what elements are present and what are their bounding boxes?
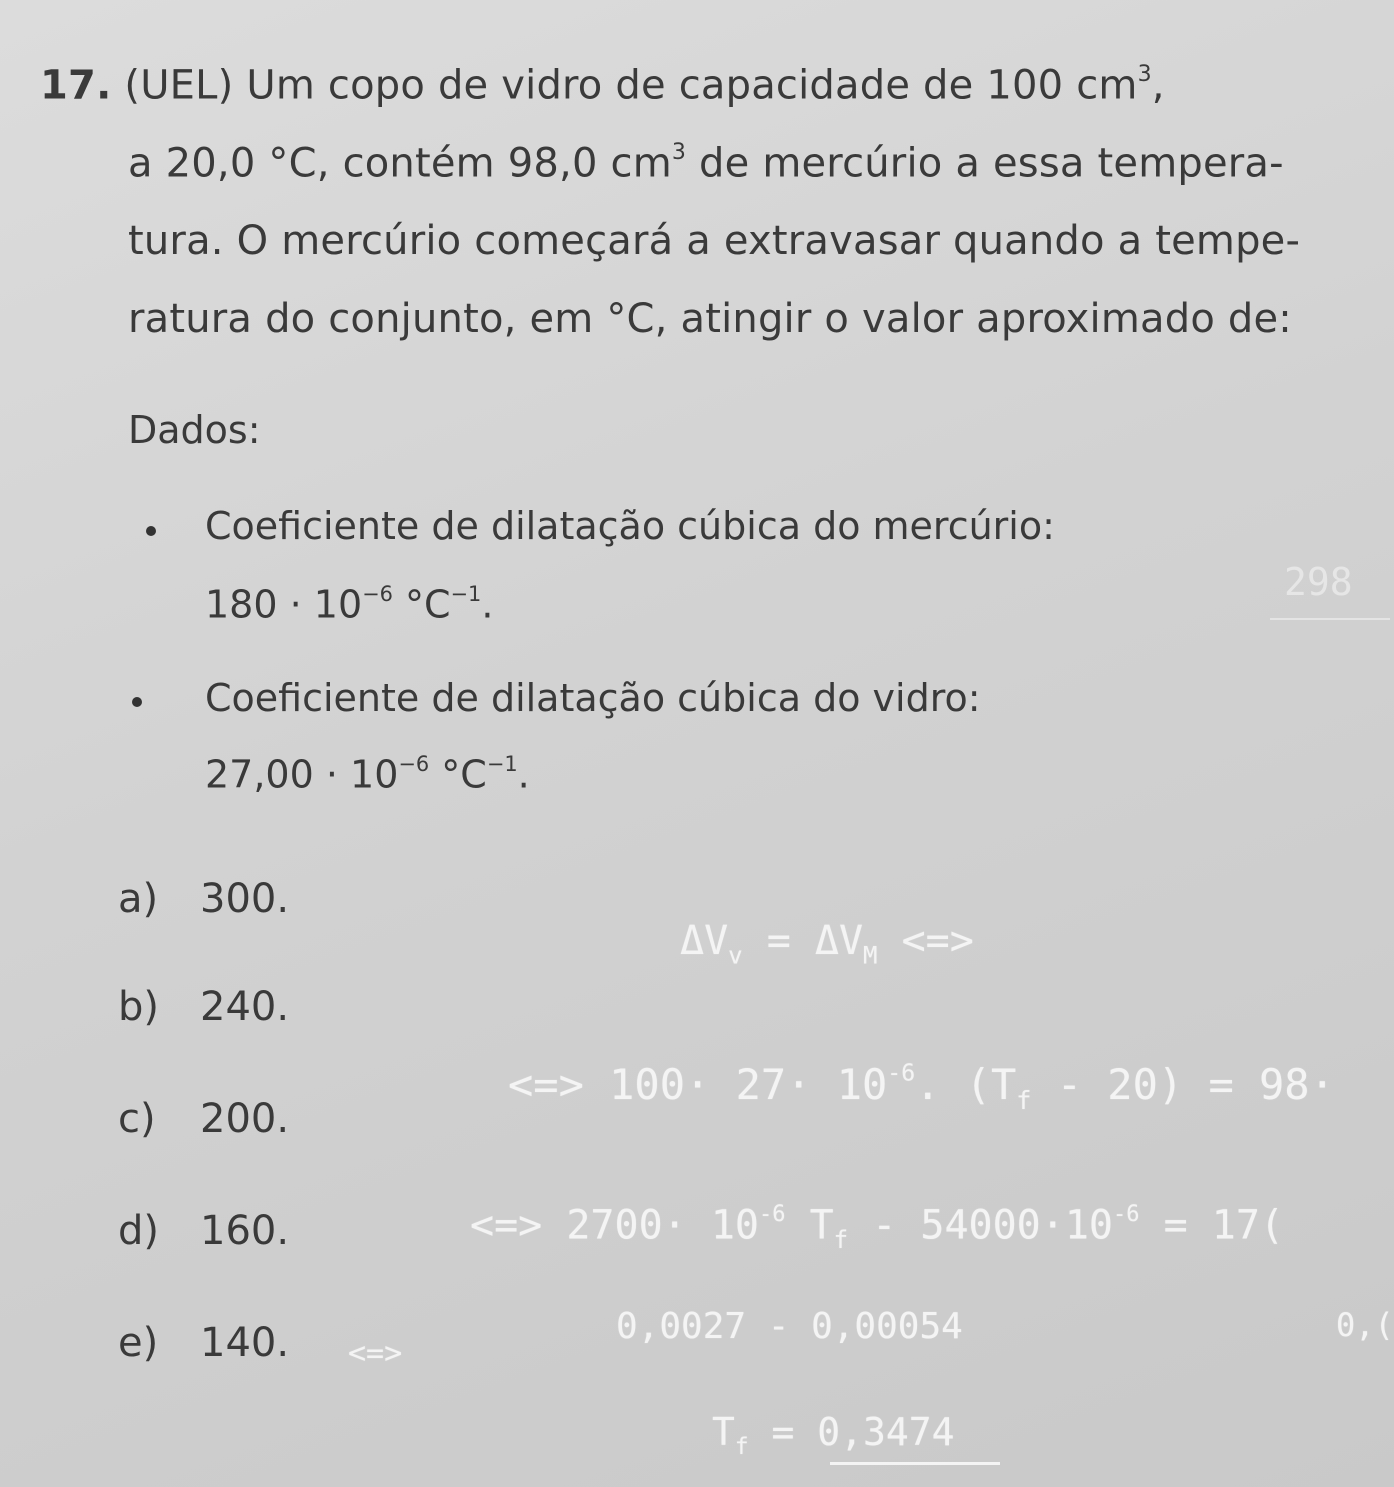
hw-text: 0,0027 — [616, 1306, 747, 1347]
handwritten-line-3 — [470, 1202, 1284, 1254]
glass-value-exp: −6 — [398, 752, 430, 776]
handwritten-result — [712, 1410, 955, 1460]
hw-text: = 17( — [1139, 1202, 1285, 1249]
margin-rule — [1270, 618, 1390, 620]
bullet-icon — [146, 526, 156, 536]
hw-delta-v-mercury: = ΔV — [742, 918, 864, 964]
hw-text: <=> 100· 27· 10 — [508, 1060, 888, 1109]
margin-note: 298 — [1284, 560, 1353, 604]
hw-sub: v — [728, 941, 743, 970]
mercury-value-base: 180 · 10 — [205, 582, 363, 627]
hw-text: <=> 2700· 10 — [470, 1202, 759, 1249]
cubic-superscript: 3 — [1137, 62, 1152, 87]
question-number: 17. — [40, 62, 112, 109]
question-text-1: (UEL) Um copo de vidro de capacidade de 100 cm — [124, 62, 1138, 109]
dados-title: Dados: — [128, 408, 261, 452]
option-text: 160. — [200, 1208, 290, 1254]
handwritten-line-4 — [616, 1306, 963, 1347]
option-text: 240. — [200, 984, 290, 1030]
option-a — [118, 876, 289, 922]
hw-equiv: <=> — [877, 918, 974, 964]
bullet-icon — [132, 697, 142, 707]
hw-text: T — [712, 1410, 735, 1454]
result-underline — [830, 1462, 1000, 1465]
question-text-2a: a 20,0 °C, contém 98,0 cm — [128, 140, 672, 187]
hw-sub: f — [833, 1226, 849, 1255]
glass-unit-exp: −1 — [486, 752, 518, 776]
mercury-unit-exp: −1 — [450, 582, 482, 606]
question-text-1-end: , — [1151, 62, 1165, 109]
question-text-2b: de mercúrio a essa tempera- — [686, 140, 1284, 187]
question-line-3: tura. O mercúrio começará a extravasar quando a tempe- — [128, 218, 1301, 264]
hw-text: . (T — [915, 1060, 1017, 1109]
mercury-coefficient-label: Coeficiente de dilatação cúbica do mercúrio: — [205, 504, 1055, 548]
glass-coefficient-label: Coeficiente de dilatação cúbica do vidro: — [205, 676, 981, 720]
option-e — [118, 1320, 289, 1366]
glass-coefficient-value — [205, 752, 530, 797]
hw-exp: -6 — [758, 1202, 786, 1227]
hw-result-value: 0,3474 — [817, 1410, 955, 1454]
option-text: 140. — [200, 1320, 290, 1366]
option-letter: a) — [118, 876, 159, 922]
option-letter: b) — [118, 984, 159, 1030]
option-b — [118, 984, 289, 1030]
option-letter: e) — [118, 1320, 159, 1366]
option-c — [118, 1096, 289, 1142]
handwritten-line-1 — [680, 918, 974, 970]
hw-exp: -6 — [1113, 1202, 1140, 1227]
question-line-4: ratura do conjunto, em °C, atingir o valor aproximado de: — [128, 296, 1292, 342]
hw-exp: -6 — [887, 1060, 916, 1087]
glass-value-base: 27,00 · 10 — [205, 752, 399, 797]
hw-delta-v-glass: ΔV — [680, 918, 729, 964]
cubic-superscript: 3 — [671, 140, 687, 165]
mercury-value-end: . — [481, 582, 494, 627]
hw-text: - 20) = 98· — [1031, 1060, 1335, 1109]
hw-sub: M — [863, 941, 878, 970]
glass-value-unit: °C — [429, 752, 487, 797]
hw-sub: f — [1016, 1086, 1032, 1116]
mercury-value-exp: −6 — [362, 582, 393, 606]
handwritten-line-2 — [508, 1060, 1335, 1115]
option-d — [118, 1208, 289, 1254]
hw-sub: f — [734, 1434, 749, 1461]
hw-text: T — [785, 1202, 834, 1249]
question-line-1 — [40, 62, 1165, 109]
question-line-2 — [128, 140, 1284, 187]
hw-text: = — [748, 1410, 818, 1454]
option-text: 200. — [200, 1096, 290, 1142]
option-text: 300. — [200, 876, 290, 922]
hw-text: - 54000·10 — [848, 1202, 1114, 1249]
mercury-coefficient-value — [205, 582, 493, 627]
option-letter: d) — [118, 1208, 159, 1254]
handwritten-line-4-right: 0,( — [1336, 1306, 1394, 1344]
hw-text: - 0,00054 — [746, 1306, 963, 1347]
mercury-value-unit: °C — [392, 582, 451, 627]
option-letter: c) — [118, 1096, 156, 1142]
glass-value-end: . — [517, 752, 530, 797]
handwritten-equiv-left: <=> — [348, 1336, 403, 1371]
